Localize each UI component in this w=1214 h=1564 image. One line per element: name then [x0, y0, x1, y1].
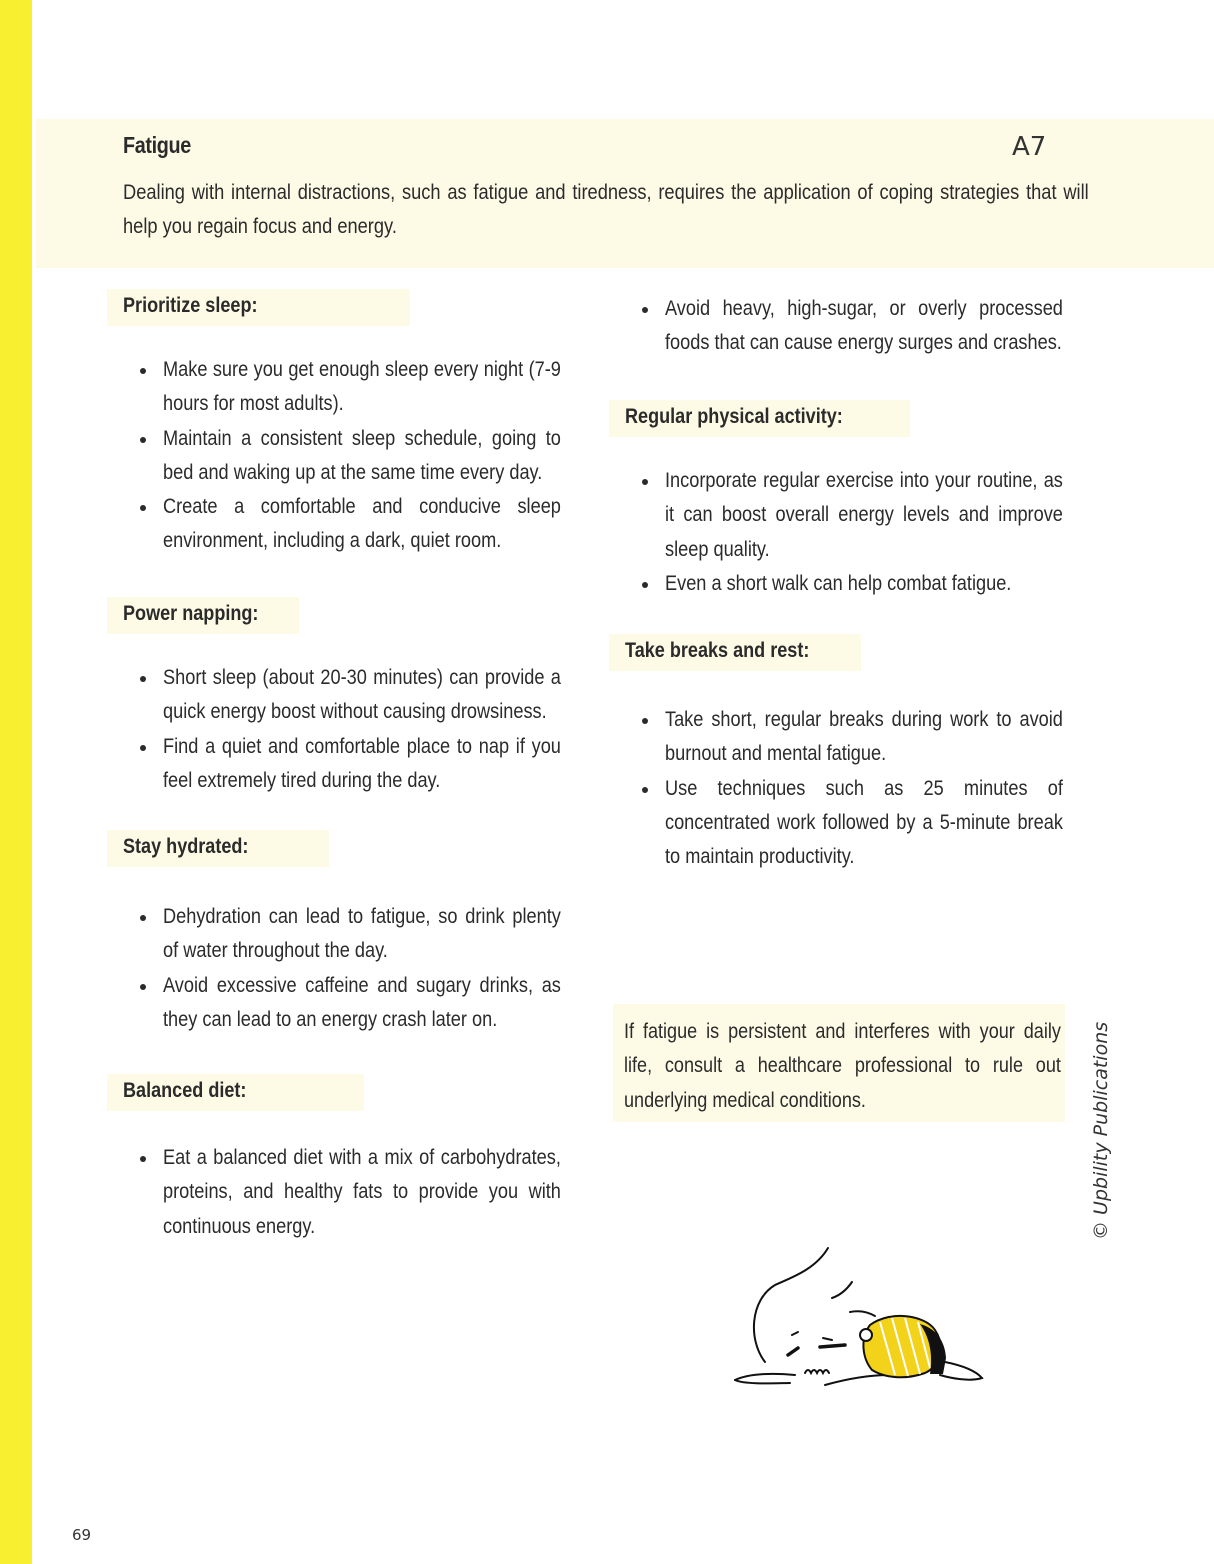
heading-text: Balanced diet:: [123, 1079, 247, 1102]
list-item: [136, 1141, 623, 1244]
list-item: [136, 730, 623, 799]
heading-text: Prioritize sleep:: [123, 294, 258, 317]
list-item-text: Dehydration can lead to fatigue, so drink plenty of water throughout the day.: [163, 905, 561, 963]
closed-eye: [820, 1345, 845, 1347]
heading-text: Take breaks and rest:: [625, 639, 810, 662]
note-text: If fatigue is persistent and interferes with your daily life, consult a healthcare professional to rule out underlying medical conditions.: [624, 1020, 1061, 1112]
list-item-text: Maintain a consistent sleep schedule, going to bed and waking up at the same time every day.: [163, 426, 561, 484]
heading-text: Regular physical activity:: [625, 405, 843, 428]
leg: [940, 1362, 982, 1380]
page-number: 69: [72, 1526, 92, 1544]
list-item: [638, 703, 1125, 772]
list-item-text: Eat a balanced diet with a mix of carbohydrates, proteins, and healthy fats to provide you with continuous energy.: [163, 1146, 561, 1238]
eyebrow: [823, 1338, 832, 1340]
section-heading-napping: [107, 597, 299, 634]
section-heading-diet: [107, 1074, 364, 1111]
heading-text: Stay hydrated:: [123, 835, 249, 858]
eyebrow: [792, 1332, 798, 1335]
section-heading-sleep: [107, 289, 410, 326]
list-napping: [136, 661, 623, 798]
list-item-text: Make sure you get enough sleep every night (7-9 hours for most adults).: [163, 358, 561, 416]
list-item: [136, 490, 623, 559]
list-item-text: Short sleep (about 20-30 minutes) can provide a quick energy boost without causing drowsiness.: [163, 666, 561, 724]
list-breaks: [638, 703, 1125, 874]
copyright-text: © Upbility Publications: [1090, 1021, 1112, 1240]
arm: [825, 1375, 890, 1385]
list-activity: [638, 464, 1125, 601]
list-item-text: Create a comfortable and conducive sleep environment, including a dark, quiet room.: [163, 495, 561, 553]
heading-text: Power napping:: [123, 602, 259, 625]
arm: [735, 1374, 795, 1380]
list-item: [136, 900, 623, 969]
closed-eye: [788, 1348, 798, 1355]
list-item: [136, 661, 623, 730]
list-item: [638, 464, 1125, 567]
section-heading-hydrated: [107, 830, 329, 867]
list-hydrated: [136, 900, 623, 1037]
list-sleep: [136, 353, 623, 559]
list-item-text: Even a short walk can help combat fatigue.: [665, 571, 1012, 595]
list-item-text: Use techniques such as 25 minutes of concentrated work followed by a 5-minute break to maintain productivity.: [665, 776, 1063, 869]
ear: [860, 1329, 872, 1341]
tired-character-illustration: [720, 1240, 1000, 1390]
list-item: [638, 772, 1125, 875]
list-item: [638, 567, 1125, 601]
yellow-sidebar: [0, 0, 32, 1564]
list-item-text: Find a quiet and comfortable place to nap if you feel extremely tired during the day.: [163, 734, 561, 792]
list-diet-continued: [638, 292, 1125, 361]
list-item: [136, 353, 623, 422]
section-code: A7: [1012, 132, 1047, 162]
head-outline: [754, 1248, 828, 1362]
list-item-text: Take short, regular breaks during work to avoid burnout and mental fatigue.: [665, 708, 1063, 766]
hair-stroke: [832, 1282, 852, 1298]
section-heading-activity: [609, 400, 910, 437]
intro-text: Dealing with internal distractions, such as fatigue and tiredness, requires the application of coping strategies that will help you regain focus and energy.: [123, 181, 1089, 238]
list-item-text: Avoid excessive caffeine and sugary drinks, as they can lead to an energy crash later on.: [163, 973, 561, 1031]
mouth: [805, 1370, 829, 1373]
list-item: [136, 422, 623, 491]
list-item: [638, 292, 1125, 361]
hair-stroke: [850, 1311, 875, 1316]
list-item-text: Incorporate regular exercise into your routine, as it can boost overall energy levels and improve sleep quality.: [665, 469, 1063, 561]
list-item-text: Avoid heavy, high-sugar, or overly processed foods that can cause energy surges and crashes.: [665, 297, 1063, 355]
arm: [735, 1380, 790, 1383]
section-heading-breaks: [609, 634, 861, 671]
note-box: [613, 1004, 1065, 1122]
list-diet: [136, 1141, 623, 1244]
list-item: [136, 969, 623, 1038]
page-title: Fatigue: [123, 132, 191, 158]
